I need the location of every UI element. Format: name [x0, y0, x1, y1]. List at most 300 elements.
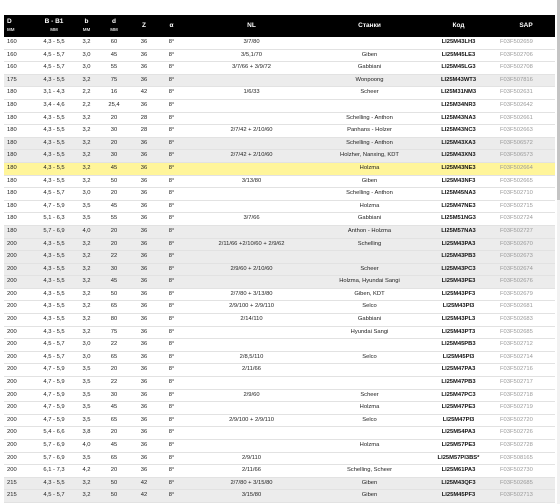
cell-sap: F03F502719	[497, 402, 555, 415]
cell-NL	[184, 427, 319, 440]
cell-code: LI25M43PC3	[420, 263, 497, 276]
cell-D: 200	[4, 288, 34, 301]
cell-B: 4,3 - 5,5	[34, 238, 74, 251]
cell-D: 200	[4, 389, 34, 402]
cell-sap: F03F502676	[497, 276, 555, 289]
cell-machines: Giben	[319, 490, 420, 503]
cell-d: 45	[99, 162, 129, 175]
cell-machines	[319, 427, 420, 440]
table-row	[4, 377, 555, 390]
cell-NL	[184, 99, 319, 112]
cell-sap: F03F502670	[497, 238, 555, 251]
cell-code: LI25M43PL3	[420, 314, 497, 327]
cell-D: 200	[4, 414, 34, 427]
cell-alpha: 8°	[159, 427, 184, 440]
cell-D: 200	[4, 326, 34, 339]
cell-B: 4,7 - 5,9	[34, 364, 74, 377]
cell-NL: 2/7/80 + 3/13/80	[184, 288, 319, 301]
cell-machines: Holzher, Nanxing, KDT	[319, 150, 420, 163]
cell-code: LI25M43PA3	[420, 238, 497, 251]
cell-code: LI25M57PI3BS*	[420, 452, 497, 465]
cell-NL	[184, 326, 319, 339]
cell-sap: F03F502715	[497, 200, 555, 213]
cell-D: 215	[4, 490, 34, 503]
cell-machines: Scheer	[319, 87, 420, 100]
cell-D: 180	[4, 137, 34, 150]
cell-d: 20	[99, 465, 129, 478]
cell-D: 200	[4, 377, 34, 390]
cell-alpha: 8°	[159, 414, 184, 427]
header-NL: NL	[247, 22, 256, 29]
cell-alpha: 8°	[159, 188, 184, 201]
cell-B: 4,3 - 5,5	[34, 263, 74, 276]
cell-code: LI25M47PE3	[420, 402, 497, 415]
cell-sap: F03F502718	[497, 389, 555, 402]
cell-sap: F03F502642	[497, 99, 555, 112]
cell-Z: 28	[129, 125, 159, 138]
cell-sap: F03F502728	[497, 440, 555, 453]
cell-D: 200	[4, 452, 34, 465]
cell-D: 180	[4, 162, 34, 175]
cell-Z: 36	[129, 188, 159, 201]
cell-sap: F03F502631	[497, 87, 555, 100]
cell-Z: 36	[129, 238, 159, 251]
cell-D: 180	[4, 200, 34, 213]
cell-NL: 2/11/66	[184, 364, 319, 377]
cell-D: 200	[4, 440, 34, 453]
cell-d: 22	[99, 377, 129, 390]
cell-NL: 2/11/66 +2/10/60 + 2/9/62	[184, 238, 319, 251]
cell-d: 50	[99, 490, 129, 503]
cell-d: 55	[99, 62, 129, 75]
table-header-row	[4, 15, 555, 37]
header-alpha: α	[169, 22, 174, 29]
cell-machines: Holzma, Hyundai Sangi	[319, 276, 420, 289]
cell-D: 160	[4, 62, 34, 75]
cell-d: 60	[99, 37, 129, 49]
cell-B: 4,3 - 5,5	[34, 125, 74, 138]
cell-machines: Gabbiani	[319, 62, 420, 75]
table-row	[4, 162, 555, 175]
cell-D: 200	[4, 364, 34, 377]
cell-b: 2,2	[74, 99, 99, 112]
cell-code: LI25M47PI3	[420, 414, 497, 427]
cell-D: 200	[4, 465, 34, 478]
cell-Z: 36	[129, 251, 159, 264]
cell-code: LI25M43NA3	[420, 112, 497, 125]
cell-sap: F03F502685	[497, 326, 555, 339]
cell-d: 25,4	[99, 99, 129, 112]
table-row	[4, 49, 555, 62]
cell-alpha: 8°	[159, 288, 184, 301]
cell-d: 30	[99, 389, 129, 402]
cell-d: 20	[99, 137, 129, 150]
cell-Z: 36	[129, 49, 159, 62]
cell-sap: F03F502713	[497, 490, 555, 503]
cell-machines: Schelling - Anthon	[319, 188, 420, 201]
cell-alpha: 8°	[159, 150, 184, 163]
cell-NL: 2/9/100 + 2/9/110	[184, 301, 319, 314]
cell-B: 4,3 - 5,5	[34, 74, 74, 87]
cell-machines: Giben, KDT	[319, 288, 420, 301]
cell-b: 3,2	[74, 112, 99, 125]
cell-D: 200	[4, 402, 34, 415]
cell-machines	[319, 452, 420, 465]
cell-alpha: 8°	[159, 99, 184, 112]
cell-B: 4,7 - 5,9	[34, 377, 74, 390]
header-d: d мм	[110, 18, 118, 33]
cell-Z: 36	[129, 389, 159, 402]
cell-sap: F03F502717	[497, 377, 555, 390]
cell-b: 2,2	[74, 87, 99, 100]
cell-alpha: 8°	[159, 162, 184, 175]
cell-code: LI25M47PB3	[420, 377, 497, 390]
cell-b: 3,2	[74, 175, 99, 188]
cell-B: 4,7 - 5,9	[34, 402, 74, 415]
cell-B: 4,3 - 5,5	[34, 276, 74, 289]
cell-Z: 36	[129, 288, 159, 301]
cell-machines: Giben	[319, 49, 420, 62]
cell-b: 3,2	[74, 263, 99, 276]
cell-d: 65	[99, 414, 129, 427]
cell-sap: F03F502673	[497, 251, 555, 264]
cell-d: 65	[99, 452, 129, 465]
cell-sap: F03F502712	[497, 339, 555, 352]
cell-d: 50	[99, 288, 129, 301]
cell-d: 22	[99, 251, 129, 264]
cell-NL	[184, 188, 319, 201]
cell-b: 3,2	[74, 251, 99, 264]
cell-b: 3,5	[74, 377, 99, 390]
cell-alpha: 8°	[159, 137, 184, 150]
cell-b: 3,2	[74, 37, 99, 49]
cell-D: 200	[4, 314, 34, 327]
table-row	[4, 251, 555, 264]
cell-code: LI25M57PE3	[420, 440, 497, 453]
cell-D: 180	[4, 213, 34, 226]
cell-machines	[319, 339, 420, 352]
cell-NL: 3/7/66 + 3/9/72	[184, 62, 319, 75]
header-code: Код	[452, 22, 465, 29]
cell-alpha: 8°	[159, 364, 184, 377]
cell-sap: F03F502664	[497, 162, 555, 175]
cell-alpha: 8°	[159, 490, 184, 503]
cell-sap: F03F502665	[497, 175, 555, 188]
cell-d: 50	[99, 175, 129, 188]
cell-b: 3,0	[74, 49, 99, 62]
cell-b: 3,2	[74, 477, 99, 490]
header-sap: SAP	[519, 22, 533, 29]
cell-B: 4,3 - 5,5	[34, 37, 74, 49]
cell-NL: 2/7/42 + 2/10/60	[184, 150, 319, 163]
cell-d: 45	[99, 49, 129, 62]
header-B: B - B1 мм	[44, 18, 64, 33]
cell-alpha: 8°	[159, 175, 184, 188]
products-table	[4, 15, 555, 503]
cell-NL	[184, 137, 319, 150]
cell-Z: 36	[129, 37, 159, 49]
cell-Z: 36	[129, 263, 159, 276]
table-row	[4, 414, 555, 427]
cell-b: 3,5	[74, 389, 99, 402]
table-row	[4, 74, 555, 87]
cell-Z: 36	[129, 364, 159, 377]
cell-D: 180	[4, 188, 34, 201]
cell-Z: 36	[129, 440, 159, 453]
cell-code: LI25M47NE3	[420, 200, 497, 213]
table-row	[4, 314, 555, 327]
cell-b: 3,2	[74, 490, 99, 503]
table-row	[4, 213, 555, 226]
cell-d: 45	[99, 200, 129, 213]
cell-d: 65	[99, 301, 129, 314]
cell-code: LI25M45LE3	[420, 49, 497, 62]
cell-d: 20	[99, 225, 129, 238]
cell-sap: F03F502663	[497, 125, 555, 138]
table-row	[4, 150, 555, 163]
cell-D: 160	[4, 37, 34, 49]
cell-sap: F03F502708	[497, 62, 555, 75]
cell-machines: Schelling - Anthon	[319, 137, 420, 150]
header-Z: Z	[142, 22, 146, 29]
cell-alpha: 8°	[159, 477, 184, 490]
cell-Z: 36	[129, 351, 159, 364]
cell-NL	[184, 377, 319, 390]
cell-alpha: 8°	[159, 238, 184, 251]
cell-NL	[184, 74, 319, 87]
cell-b: 3,0	[74, 62, 99, 75]
cell-code: LI25M34NR3	[420, 99, 497, 112]
cell-d: 30	[99, 150, 129, 163]
cell-NL: 2/8,5/110	[184, 351, 319, 364]
cell-NL	[184, 276, 319, 289]
cell-machines: Selco	[319, 301, 420, 314]
cell-B: 4,5 - 5,7	[34, 49, 74, 62]
cell-machines	[319, 364, 420, 377]
cell-NL	[184, 440, 319, 453]
cell-Z: 36	[129, 150, 159, 163]
cell-machines: Scheer	[319, 263, 420, 276]
cell-alpha: 8°	[159, 49, 184, 62]
cell-D: 180	[4, 112, 34, 125]
cell-Z: 36	[129, 200, 159, 213]
cell-sap: F03F502674	[497, 263, 555, 276]
cell-machines: Holzma	[319, 200, 420, 213]
cell-d: 20	[99, 112, 129, 125]
cell-machines: Hyundai Sangi	[319, 326, 420, 339]
cell-alpha: 8°	[159, 213, 184, 226]
cell-code: LI25M43WT3	[420, 74, 497, 87]
cell-machines: Wonpoong	[319, 74, 420, 87]
cell-code: LI25M47PA3	[420, 364, 497, 377]
table-row	[4, 99, 555, 112]
cell-sap: F03F506572	[497, 137, 555, 150]
cell-d: 20	[99, 427, 129, 440]
cell-Z: 28	[129, 112, 159, 125]
cell-B: 3,1 - 4,3	[34, 87, 74, 100]
cell-D: 200	[4, 263, 34, 276]
cell-b: 4,2	[74, 465, 99, 478]
cell-code: LI25M51NG3	[420, 213, 497, 226]
cell-B: 4,5 - 5,7	[34, 351, 74, 364]
table-row	[4, 326, 555, 339]
cell-b: 3,5	[74, 452, 99, 465]
table-row	[4, 175, 555, 188]
cell-code: LI25M43XA3	[420, 137, 497, 150]
cell-Z: 36	[129, 137, 159, 150]
cell-B: 4,7 - 5,9	[34, 200, 74, 213]
cell-B: 4,3 - 5,5	[34, 251, 74, 264]
cell-alpha: 8°	[159, 225, 184, 238]
cell-Z: 36	[129, 427, 159, 440]
cell-alpha: 8°	[159, 276, 184, 289]
cell-NL: 3/13/80	[184, 175, 319, 188]
cell-code: LI25M57NA3	[420, 225, 497, 238]
cell-sap: F03F502661	[497, 112, 555, 125]
cell-b: 4,0	[74, 225, 99, 238]
cell-d: 80	[99, 314, 129, 327]
cell-Z: 36	[129, 62, 159, 75]
cell-machines: Holzma	[319, 162, 420, 175]
cell-alpha: 8°	[159, 74, 184, 87]
table-row	[4, 112, 555, 125]
cell-NL	[184, 162, 319, 175]
cell-Z: 36	[129, 276, 159, 289]
cell-NL	[184, 112, 319, 125]
cell-b: 3,2	[74, 314, 99, 327]
cell-sap: F03F502706	[497, 49, 555, 62]
cell-Z: 36	[129, 175, 159, 188]
cell-alpha: 8°	[159, 301, 184, 314]
cell-b: 3,5	[74, 200, 99, 213]
cell-NL: 2/9/100 + 2/9/110	[184, 414, 319, 427]
cell-d: 50	[99, 477, 129, 490]
cell-machines: Schelling	[319, 238, 420, 251]
table-row	[4, 427, 555, 440]
cell-B: 5,4 - 6,6	[34, 427, 74, 440]
cell-d: 20	[99, 188, 129, 201]
cell-d: 65	[99, 351, 129, 364]
cell-b: 3,5	[74, 402, 99, 415]
cell-B: 4,5 - 5,7	[34, 62, 74, 75]
cell-b: 3,2	[74, 74, 99, 87]
cell-B: 5,7 - 6,9	[34, 452, 74, 465]
cell-alpha: 8°	[159, 339, 184, 352]
cell-Z: 36	[129, 402, 159, 415]
cell-b: 3,2	[74, 125, 99, 138]
cell-NL: 2/11/66	[184, 465, 319, 478]
cell-B: 4,7 - 5,9	[34, 389, 74, 402]
table-row	[4, 137, 555, 150]
cell-b: 3,5	[74, 414, 99, 427]
cell-NL: 2/14/110	[184, 314, 319, 327]
cell-code: LI25M43PB3	[420, 251, 497, 264]
cell-NL	[184, 251, 319, 264]
cell-code: LI25M45PI3	[420, 351, 497, 364]
cell-code: LI25M43NC3	[420, 125, 497, 138]
cell-alpha: 8°	[159, 389, 184, 402]
table-row	[4, 125, 555, 138]
cell-Z: 36	[129, 213, 159, 226]
cell-alpha: 8°	[159, 87, 184, 100]
cell-D: 200	[4, 251, 34, 264]
cell-Z: 36	[129, 225, 159, 238]
cell-NL: 2/9/60 + 2/10/60	[184, 263, 319, 276]
cell-alpha: 8°	[159, 314, 184, 327]
cell-Z: 36	[129, 465, 159, 478]
header-machines: Станки	[358, 22, 381, 29]
cell-code: LI25M31NM3	[420, 87, 497, 100]
cell-code: LI25M43PI3	[420, 301, 497, 314]
cell-b: 3,2	[74, 162, 99, 175]
cell-NL	[184, 225, 319, 238]
cell-code: LI25M43LH3	[420, 37, 497, 49]
table-row	[4, 263, 555, 276]
cell-Z: 42	[129, 87, 159, 100]
cell-sap: F03F502710	[497, 188, 555, 201]
cell-alpha: 8°	[159, 37, 184, 49]
cell-D: 180	[4, 225, 34, 238]
header-D: D мм	[7, 18, 15, 33]
cell-machines: Giben	[319, 477, 420, 490]
cell-B: 4,5 - 5,7	[34, 339, 74, 352]
cell-sap: F03F502724	[497, 213, 555, 226]
cell-D: 215	[4, 477, 34, 490]
cell-code: LI25M45LG3	[420, 62, 497, 75]
cell-alpha: 8°	[159, 251, 184, 264]
cell-alpha: 8°	[159, 263, 184, 276]
cell-machines: Panhans - Holzer	[319, 125, 420, 138]
cell-D: 200	[4, 301, 34, 314]
cell-b: 3,5	[74, 364, 99, 377]
cell-machines	[319, 251, 420, 264]
cell-alpha: 8°	[159, 402, 184, 415]
table-row	[4, 364, 555, 377]
cell-sap: F03F502720	[497, 414, 555, 427]
cell-alpha: 8°	[159, 112, 184, 125]
cell-code: LI25M43QF3	[420, 477, 497, 490]
cell-Z: 36	[129, 74, 159, 87]
cell-Z: 36	[129, 414, 159, 427]
cell-sap: F03F502730	[497, 465, 555, 478]
cell-code: LI25M43NF3	[420, 175, 497, 188]
cell-machines: Gabbiani	[319, 314, 420, 327]
cell-Z: 36	[129, 162, 159, 175]
cell-B: 4,3 - 5,5	[34, 314, 74, 327]
cell-d: 45	[99, 440, 129, 453]
cell-d: 45	[99, 276, 129, 289]
table-row	[4, 465, 555, 478]
cell-machines	[319, 377, 420, 390]
cell-b: 3,0	[74, 351, 99, 364]
cell-B: 4,3 - 5,5	[34, 162, 74, 175]
cell-b: 3,2	[74, 326, 99, 339]
cell-B: 4,3 - 5,5	[34, 477, 74, 490]
cell-B: 4,3 - 5,5	[34, 137, 74, 150]
cell-b: 3,2	[74, 150, 99, 163]
cell-B: 4,3 - 5,5	[34, 301, 74, 314]
table-row	[4, 389, 555, 402]
table-row	[4, 288, 555, 301]
table-row	[4, 200, 555, 213]
cell-Z: 36	[129, 377, 159, 390]
cell-b: 3,2	[74, 288, 99, 301]
cell-machines	[319, 37, 420, 49]
cell-code: LI25M43PF3	[420, 288, 497, 301]
cell-B: 3,4 - 4,6	[34, 99, 74, 112]
cell-sap: F03F502714	[497, 351, 555, 364]
cell-machines: Selco	[319, 414, 420, 427]
